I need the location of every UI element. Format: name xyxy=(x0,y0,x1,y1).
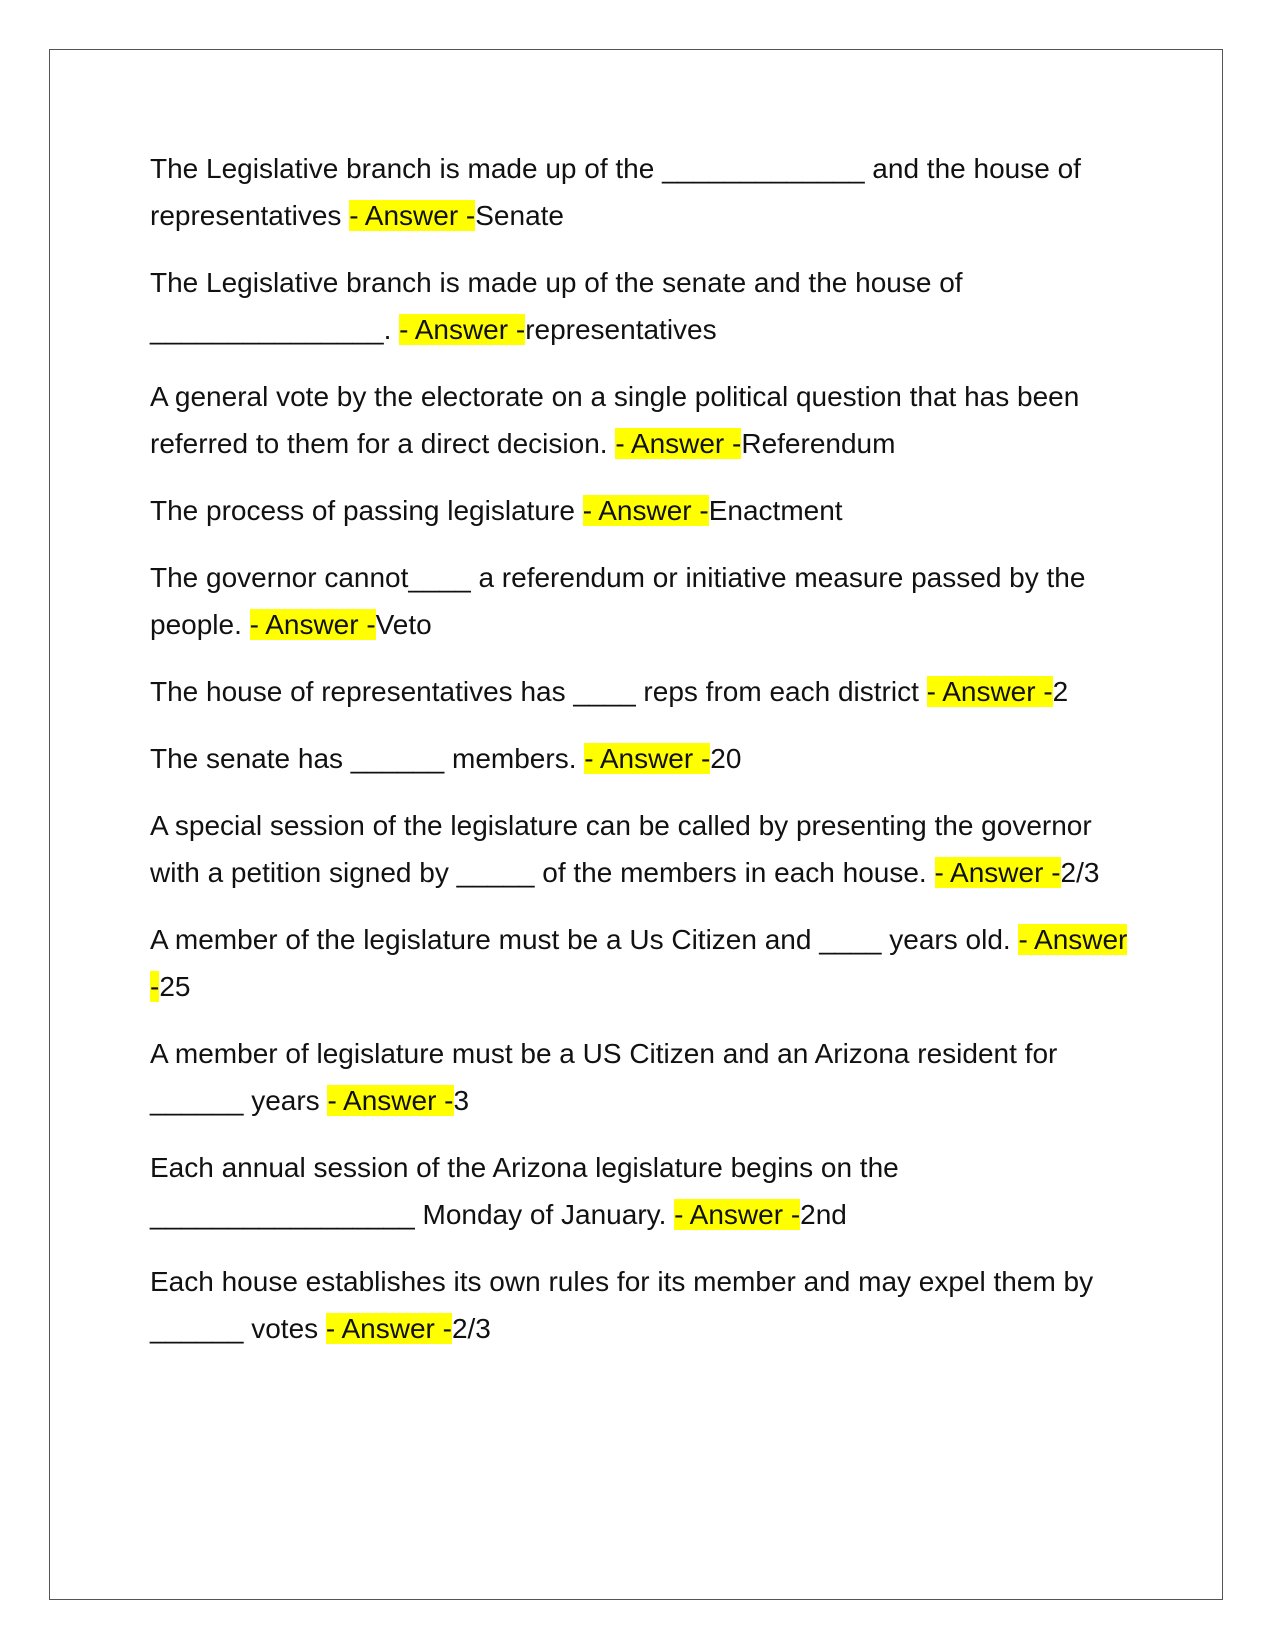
qa-item xyxy=(150,1258,1130,1352)
question-text: A general vote by the electorate on a single political question that has been referred to them for a direct decision. xyxy=(150,381,1080,459)
answer-marker: - Answer - xyxy=(150,924,1128,1002)
qa-item xyxy=(150,735,1130,782)
qa-item xyxy=(150,668,1130,715)
answer-marker: - Answer - xyxy=(674,1199,801,1230)
question-text: A special session of the legislature can be called by presenting the governor with a petition signed by _____ of the members in each house. xyxy=(150,810,1092,888)
qa-item xyxy=(150,145,1130,239)
qa-item xyxy=(150,554,1130,648)
answer-text: 25 xyxy=(159,971,191,1002)
question-text: The senate has ______ members. xyxy=(150,743,585,774)
question-text: A member of the legislature must be a Us Citizen and ____ years old. xyxy=(150,924,1019,955)
answer-marker: - Answer - xyxy=(399,314,526,345)
answer-text: Referendum xyxy=(741,428,896,459)
qa-item xyxy=(150,487,1130,534)
answer-text: 2/3 xyxy=(1060,857,1100,888)
answer-marker: - Answer - xyxy=(349,200,476,231)
question-text: A member of legislature must be a US Citizen and an Arizona resident for ______ years xyxy=(150,1038,1058,1116)
answer-marker: - Answer - xyxy=(615,428,742,459)
question-text: The Legislative branch is made up of the _____________ and the house of representatives xyxy=(150,153,1081,231)
answer-text: 2nd xyxy=(800,1199,847,1230)
answer-marker: - Answer - xyxy=(582,495,709,526)
question-text: The Legislative branch is made up of the senate and the house of _______________. xyxy=(150,267,963,345)
question-text: Each annual session of the Arizona legislature begins on the _________________ Monday of January. xyxy=(150,1152,899,1230)
answer-marker: - Answer - xyxy=(327,1085,454,1116)
answer-marker: - Answer - xyxy=(325,1313,452,1344)
answer-text: Senate xyxy=(475,200,564,231)
answer-text: Veto xyxy=(375,609,432,640)
document-body xyxy=(150,145,1130,1372)
qa-item xyxy=(150,1144,1130,1238)
qa-item xyxy=(150,916,1130,1010)
question-text: The process of passing legislature xyxy=(150,495,583,526)
answer-text: 3 xyxy=(453,1085,470,1116)
answer-text: representatives xyxy=(525,314,717,345)
answer-text: 20 xyxy=(710,743,742,774)
qa-item xyxy=(150,373,1130,467)
answer-text: Enactment xyxy=(708,495,843,526)
answer-text: 2/3 xyxy=(451,1313,491,1344)
question-text: The governor cannot____ a referendum or initiative measure passed by the people. xyxy=(150,562,1086,640)
answer-marker: - Answer - xyxy=(584,743,711,774)
qa-item xyxy=(150,259,1130,353)
answer-text: 2 xyxy=(1052,676,1069,707)
answer-marker: - Answer - xyxy=(926,676,1053,707)
answer-marker: - Answer - xyxy=(249,609,376,640)
qa-item xyxy=(150,802,1130,896)
qa-item xyxy=(150,1030,1130,1124)
answer-marker: - Answer - xyxy=(934,857,1061,888)
question-text: The house of representatives has ____ reps from each district xyxy=(150,676,927,707)
question-text: Each house establishes its own rules for its member and may expel them by ______ votes xyxy=(150,1266,1094,1344)
